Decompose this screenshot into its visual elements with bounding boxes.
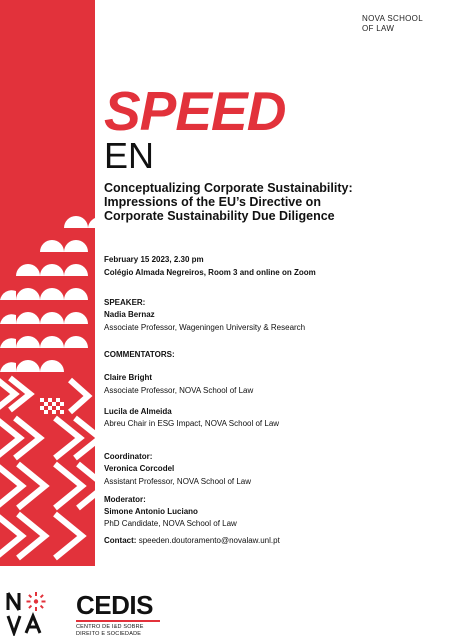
contact-line xyxy=(104,536,280,546)
cedis-subtitle-line1: CENTRO DE I&D SOBRE xyxy=(76,624,144,630)
contact-email[interactable]: speeden.doutoramento@novalaw.unl.pt xyxy=(138,536,280,545)
cedis-accent-bar xyxy=(76,620,160,622)
series-subtitle: EN xyxy=(104,135,155,176)
event-date: February 15 2023, 2.30 pm xyxy=(104,255,204,264)
commentator-name: Lucila de Almeida xyxy=(104,407,172,416)
event-title-line2: Impressions of the EU’s Directive on xyxy=(104,195,321,209)
school-name-line2: OF LAW xyxy=(362,24,395,33)
commentator-role: Abreu Chair in ESG Impact, NOVA School of Law xyxy=(104,419,280,428)
commentators-heading: COMMENTATORS: xyxy=(104,350,175,359)
moderator-role: PhD Candidate, NOVA School of Law xyxy=(104,519,237,528)
commentator-name: Claire Bright xyxy=(104,373,153,382)
school-name xyxy=(362,14,423,34)
school-name-line1: NOVA SCHOOL xyxy=(362,14,423,23)
event-title-line1: Conceptualizing Corporate Sustainability: xyxy=(104,181,353,195)
speaker-heading: SPEAKER: xyxy=(104,298,146,307)
geometric-pattern xyxy=(0,0,95,566)
speaker-role: Associate Professor, Wageningen University & Research xyxy=(104,323,306,332)
nova-logo xyxy=(6,590,50,636)
moderator-name: Simone Antonio Luciano xyxy=(104,507,198,516)
cedis-wordmark: CEDIS xyxy=(76,590,153,620)
coordinator-name: Veronica Corcodel xyxy=(104,464,175,473)
decorative-red-band xyxy=(0,0,95,566)
event-title xyxy=(104,181,444,223)
event-title-line3: Corporate Sustainability Due Diligence xyxy=(104,209,335,223)
coordinator-role: Assistant Professor, NOVA School of Law xyxy=(104,477,252,486)
event-venue: Colégio Almada Negreiros, Room 3 and online on Zoom xyxy=(104,268,316,277)
moderator-heading: Moderator: xyxy=(104,495,146,504)
nova-logo-graphic xyxy=(6,590,50,636)
cedis-subtitle-line2: DIREITO E SOCIEDADE xyxy=(76,630,142,637)
cedis-logo xyxy=(76,592,160,637)
speaker-name: Nadia Bernaz xyxy=(104,310,155,319)
cedis-subtitle xyxy=(76,624,160,637)
commentator-role: Associate Professor, NOVA School of Law xyxy=(104,386,254,395)
coordinator-heading: Coordinator: xyxy=(104,452,153,461)
series-title: SPEED xyxy=(104,80,286,142)
contact-label: Contact: xyxy=(104,536,137,545)
